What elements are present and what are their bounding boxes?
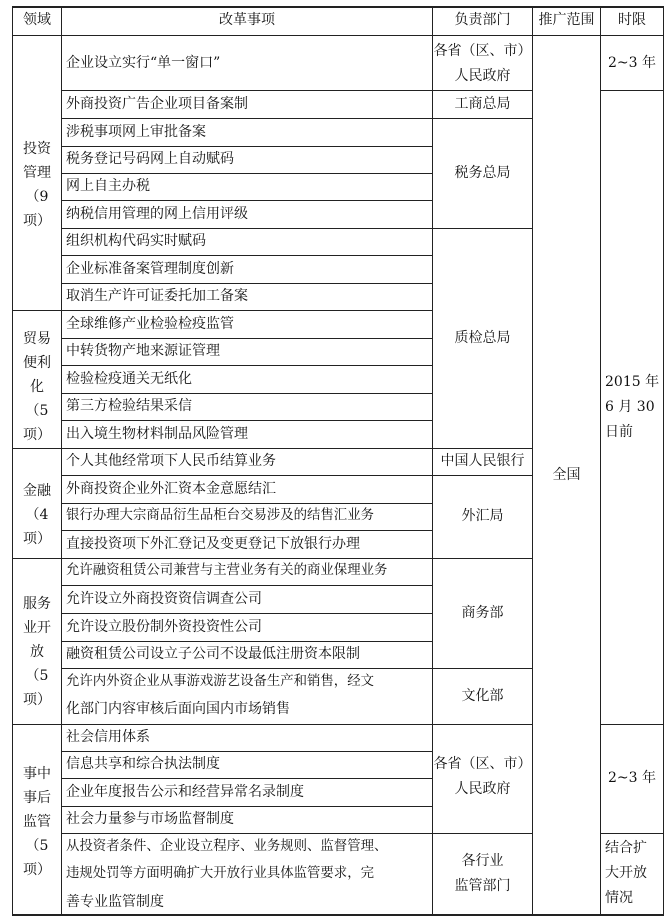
- dept-industry: 各行业: [461, 853, 504, 869]
- list-item: 网上自主办税: [66, 178, 150, 194]
- domain-trade: 贸易 便利 化 （5 项）: [23, 331, 51, 443]
- deadline-4: 结合扩: [605, 840, 647, 856]
- dept-aqsiq: 质检总局: [454, 330, 511, 346]
- list-item: 信息共享和综合执法制度: [66, 756, 220, 772]
- header-deadline: 时限: [618, 12, 646, 28]
- deadline-2: 2015 年: [605, 374, 660, 390]
- list-item: 社会力量参与市场监督制度: [66, 811, 234, 827]
- domain-investment: 投资 管理 （9 项）: [23, 141, 51, 229]
- dept-province-1: 各省（区、市）: [433, 43, 532, 59]
- list-item: 纳税信用管理的网上信用评级: [66, 206, 248, 222]
- list-item: 企业标准备案管理制度创新: [66, 261, 234, 277]
- list-item: 组织机构代码实时赋码: [66, 233, 206, 249]
- deadline-3: 2~3 年: [608, 770, 656, 786]
- list-item: 违规处罚等方面明确扩大开放行业具体监管要求，完: [66, 866, 374, 881]
- dept-saic: 工商总局: [454, 96, 511, 112]
- list-item: 税务登记号码网上自动赋码: [66, 151, 234, 167]
- list-item: 出入境生物材料制品风险管理: [66, 426, 248, 442]
- list-item: 允许设立外商投资资信调查公司: [66, 591, 262, 607]
- deadline-4-b: 大开放: [605, 865, 647, 881]
- list-item: 外商投资广告企业项目备案制: [66, 96, 248, 112]
- domain-service: 服务 业开 放 （5 项）: [23, 596, 51, 708]
- dept-culture: 文化部: [461, 688, 504, 704]
- list-item: 善专业监管制度: [66, 894, 164, 910]
- dept-tax: 税务总局: [454, 165, 511, 181]
- list-item: 企业年度报告公示和经营异常名录制度: [66, 784, 304, 800]
- header-dept: 负责部门: [454, 12, 511, 28]
- list-item: 中转货物产地来源证管理: [66, 343, 220, 359]
- header-item: 改革事项: [219, 12, 275, 28]
- list-item: 直接投资项下外汇登记及变更登记下放银行办理: [66, 536, 360, 552]
- list-item: 个人其他经常项下人民币结算业务: [66, 453, 276, 469]
- list-item: 企业设立实行“单一窗口”: [66, 55, 221, 71]
- dept-safe: 外汇局: [461, 508, 504, 524]
- scope-national: 全国: [552, 467, 581, 483]
- list-item: 检验检疫通关无纸化: [66, 371, 192, 387]
- list-item: 外商投资企业外汇资本金意愿结汇: [66, 481, 276, 497]
- domain-finance: 金融 （4 项）: [23, 483, 51, 547]
- dept-industry-b: 监管部门: [454, 878, 511, 894]
- list-item: 从投资者条件、企业设立程序、业务规则、监督管理、: [66, 839, 388, 854]
- list-item: 允许设立股份制外资投资性公司: [66, 619, 262, 635]
- list-item: 允许融资租赁公司兼营与主营业务有关的商业保理业务: [66, 563, 388, 578]
- dept-province-2-b: 人民政府: [454, 781, 511, 797]
- list-item: 化部门内容审核后面向国内市场销售: [66, 701, 290, 717]
- deadline-1: 2~3 年: [608, 55, 656, 71]
- list-item: 取消生产许可证委托加工备案: [66, 288, 248, 304]
- list-item: 融资租赁公司设立子公司不设最低注册资本限制: [66, 646, 360, 662]
- header-scope: 推广范围: [538, 12, 595, 28]
- header-domain: 领域: [23, 12, 51, 28]
- list-item: 允许内外资企业从事游戏游艺设备生产和销售，经文: [66, 674, 374, 689]
- domain-supervision: 事中 事后 监管 （5 项）: [23, 766, 51, 878]
- list-item: 社会信用体系: [66, 729, 150, 745]
- dept-pboc: 中国人民银行: [440, 453, 525, 469]
- list-item: 全球维修产业检验检疫监管: [66, 316, 234, 332]
- deadline-2-b: 6 月 30: [605, 399, 655, 415]
- dept-province-1-b: 人民政府: [454, 68, 511, 84]
- deadline-4-c: 情况: [605, 890, 633, 906]
- list-item: 银行办理大宗商品衍生品柜台交易涉及的结售汇业务: [66, 508, 374, 523]
- dept-province-2: 各省（区、市）: [433, 756, 532, 772]
- list-item: 涉税事项网上审批备案: [66, 124, 206, 140]
- dept-mofcom: 商务部: [461, 605, 504, 621]
- deadline-2-c: 日前: [605, 424, 633, 440]
- list-item: 第三方检验结果采信: [66, 398, 192, 414]
